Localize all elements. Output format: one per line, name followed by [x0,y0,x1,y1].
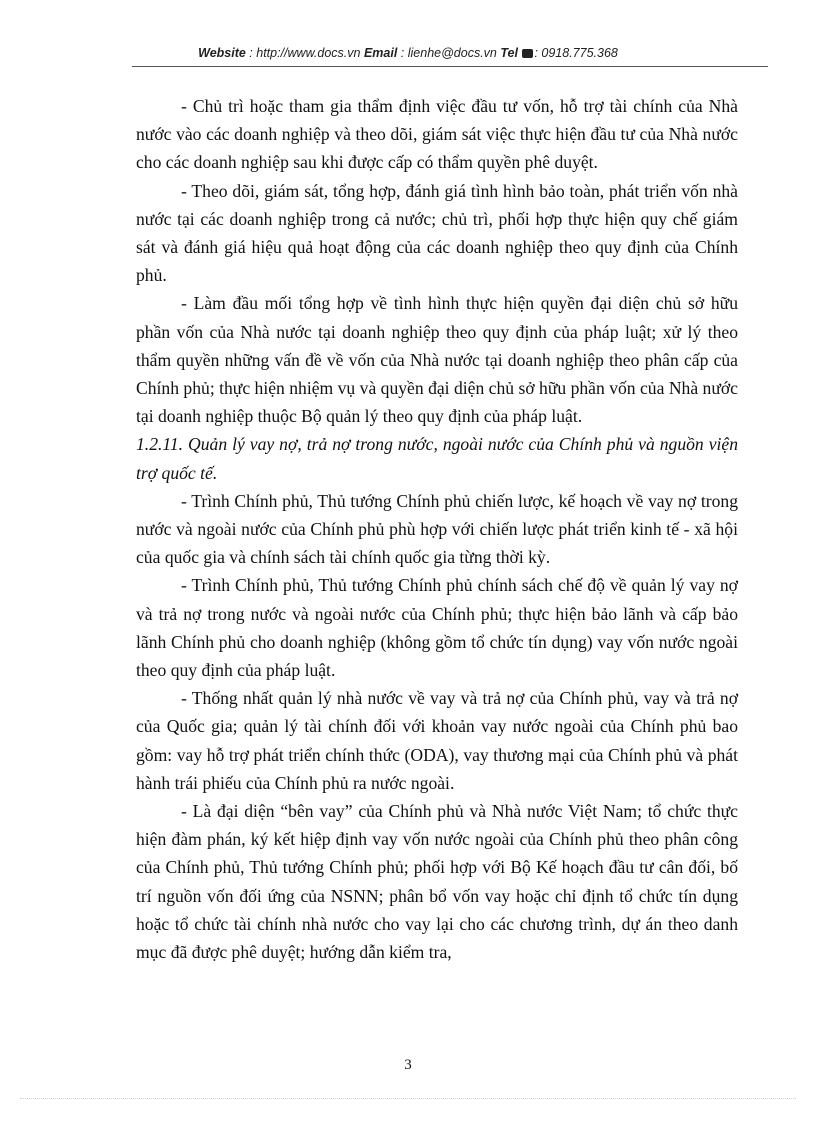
header-rule [132,66,768,67]
page-edge [20,1098,796,1099]
paragraph: - Trình Chính phủ, Thủ tướng Chính phủ chiến lược, kế hoạch về vay nợ trong nước và ngoài nước của Chính phủ phù hợp với chiến lược phát triển kinh tế - xã hội của quốc gia và chính sách tài chính quốc gia từng thời kỳ. [136,490,738,568]
website-url[interactable]: http://www.docs.vn [256,46,361,60]
paragraph: - Theo dõi, giám sát, tổng hợp, đánh giá tình hình bảo toàn, phát triển vốn nhà nước tại các doanh nghiệp trong cả nước; chủ trì, phối hợp thực hiện quy chế giám sát và đánh giá hiệu quả hoạt động của các doanh nghiệp theo quy định của Chính phủ. [136,180,738,286]
paragraph: - Chủ trì hoặc tham gia thẩm định việc đầu tư vốn, hỗ trợ tài chính của Nhà nước vào các doanh nghiệp và theo dõi, giám sát việc thực hiện đầu tư của Nhà nước cho các doanh nghiệp sau khi được cấp có thẩm quyền phê duyệt. [136,96,738,173]
tel-label: Tel [500,46,518,60]
tel-number: 0918.775.368 [541,46,618,60]
section-heading: 1.2.11. Quản lý vay nợ, trả nợ trong nước, ngoài nước của Chính phủ và nguồn viện trợ quốc tế. [136,434,738,483]
page-header: Website : http://www.docs.vn Email : lienhe@docs.vn Tel : 0918.775.368 [198,46,618,60]
paragraph: - Thống nhất quản lý nhà nước về vay và trả nợ của Chính phủ, vay và trả nợ của Quốc gia; quản lý tài chính đối với khoản vay nước ngoài của Chính phủ bao gồm: vay hỗ trợ phát triển chính thức (ODA), vay thương mại của Chính phủ và phát hành trái phiếu của Chính phủ ra nước ngoài. [136,688,738,793]
paragraph: - Là đại diện “bên vay” của Chính phủ và Nhà nước Việt Nam; tổ chức thực hiện đàm phán, ký kết hiệp định vay vốn nước ngoài của Chính phủ theo phân công của Chính phủ, Thủ tướng Chính phủ; phối hợp với Bộ Kế hoạch đầu tư cân đối, bố trí nguồn vốn đối ứng của NSNN; phân bổ vốn vay hoặc chỉ định tổ chức tín dụng hoặc tổ chức tài chính nhà nước cho vay lại cho các chương trình, dự án theo danh mục đã được phê duyệt; hướng dẫn kiểm tra, [136,801,738,963]
paragraph: - Trình Chính phủ, Thủ tướng Chính phủ chính sách chế độ về quản lý vay nợ và trả nợ trong nước và ngoài nước của Chính phủ; thực hiện bảo lãnh và cấp bảo lãnh Chính phủ cho doanh nghiệp (không gồm tổ chức tín dụng) vay vốn nước ngoài theo quy định của pháp luật. [136,575,738,681]
email-address[interactable]: lienhe@docs.vn [407,46,497,60]
paragraph: - Làm đầu mối tổng hợp về tình hình thực hiện quyền đại diện chủ sở hữu phần vốn của Nhà nước tại doanh nghiệp theo quy định của pháp luật; xử lý theo thẩm quyền những vấn đề về vốn của Nhà nước tại doanh nghiệp theo phân cấp của Chính phủ; thực hiện nhiệm vụ và quyền đại diện chủ sở hữu phần vốn của Nhà nước tại doanh nghiệp thuộc Bộ quản lý theo quy định của pháp luật. [136,293,738,427]
document-body [136,92,738,966]
website-label: Website [198,46,246,60]
page-number: 3 [404,1057,412,1073]
phone-icon [522,49,533,58]
email-label: Email [363,46,398,60]
